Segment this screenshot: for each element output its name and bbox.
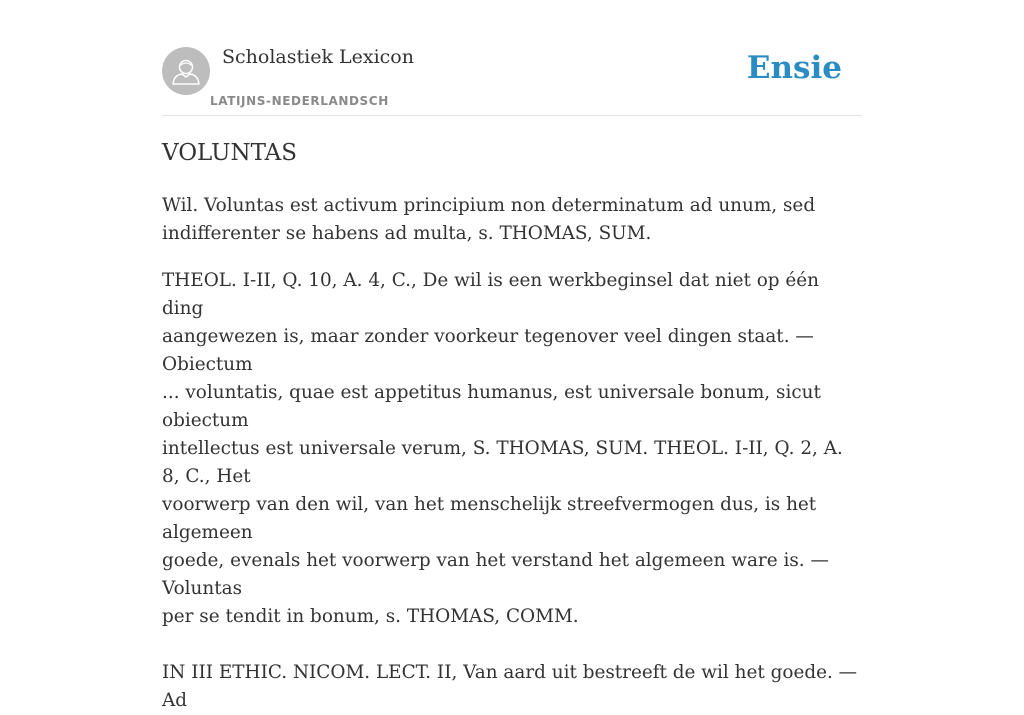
- entry-paragraph: Wil. Voluntas est activum principium non determinatum ad unum, sed indifferenter se habens ad multa, s. THOMAS, SUM.: [162, 195, 816, 244]
- book-title[interactable]: Scholastiek Lexicon: [222, 46, 414, 68]
- entry-content: [162, 192, 866, 715]
- entry-paragraph: THEOL. I-II, Q. 10, A. 4, C., De wil is een werkbeginsel dat niet op één ding aangewezen is, maar zonder voorkeur tegenover veel dingen staat. — Obiectum ... voluntatis, quae est appetitus humanus, est universale bonum, sicut obiectum intellectus est universale verum, S. THOMAS, SUM. THEOL. I-II, Q. 2, A. 8, C., Het voorwerp van den wil, van het menschelijk streefvermogen dus, is het algemeen goede, evenals het voorwerp van het verstand het algemeen ware is. — Voluntas per se tendit in bonum, s. THOMAS, COMM. IN III ETHIC. NICOM. LECT. II, Van aard uit bestreeft de wil het goede. — Ad: [162, 270, 858, 711]
- book-subtitle: LATIJNS-NEDERLANDSCH: [210, 94, 389, 108]
- header: [162, 38, 862, 116]
- entry-title: VOLUNTAS: [162, 140, 298, 166]
- brand-logo[interactable]: Ensie: [746, 50, 842, 86]
- user-icon[interactable]: [162, 47, 210, 95]
